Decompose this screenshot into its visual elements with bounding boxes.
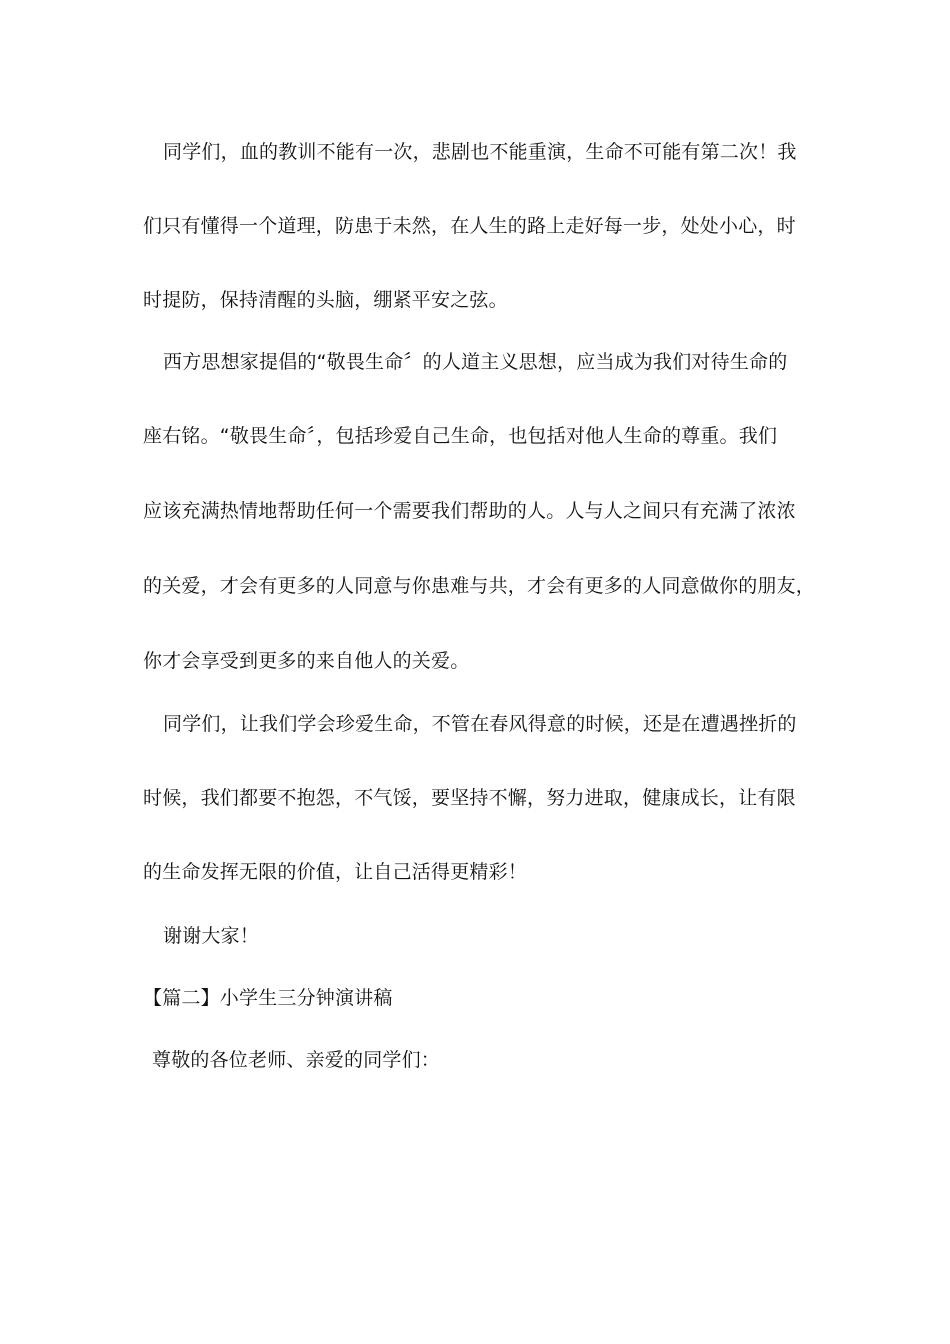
paragraph-3-line-3: 的生命发挥无限的价值，让自己活得更精彩！ (143, 861, 528, 883)
paragraph-1-line-3: 时提防，保持清醒的头脑，绷紧平安之弦。 (143, 289, 508, 311)
paragraph-2-line-5: 你才会享受到更多的来自他人的关爱。 (143, 650, 470, 672)
section-heading: 【篇二】小学生三分钟演讲稿 (143, 987, 393, 1009)
paragraph-2-line-4: 的关爱，才会有更多的人同意与你患难与共，才会有更多的人同意做你的朋友， (143, 575, 816, 597)
paragraph-1-line-2: 们只有懂得一个道理，防患于未然，在人生的路上走好每一步，处处小心，时 (143, 215, 796, 237)
paragraph-3-line-2: 时候，我们都要不抱怨，不气馁，要坚持不懈，努力进取，健康成长，让有限 (143, 787, 796, 809)
paragraph-2-line-2: 座右铭。“敬畏生命〞，包括珍爱自己生命，也包括对他人生命的尊重。我们 (143, 425, 778, 447)
salutation: 尊敬的各位老师、亲爱的同学们： (152, 1049, 441, 1071)
paragraph-2-line-1: 西方思想家提倡的“敬畏生命〞的人道主义思想，应当成为我们对待生命的 (163, 351, 788, 373)
paragraph-1-line-1: 同学们，血的教训不能有一次，悲剧也不能重演，生命不可能有第二次！我 (163, 141, 797, 163)
paragraph-2-line-3: 应该充满热情地帮助任何一个需要我们帮助的人。人与人之间只有充满了浓浓 (143, 500, 796, 522)
paragraph-3-line-1: 同学们，让我们学会珍爱生命，不管在春风得意的时候，还是在遭遇挫折的 (163, 713, 797, 735)
closing-thanks: 谢谢大家！ (163, 925, 260, 947)
